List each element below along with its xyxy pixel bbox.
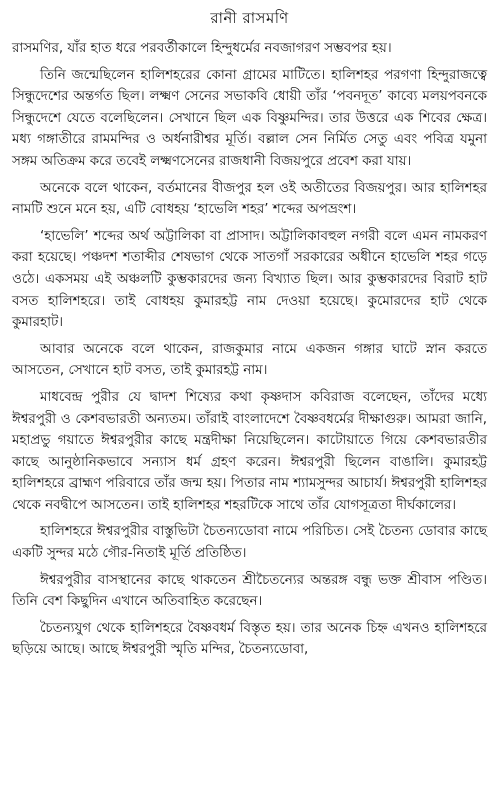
page-body	[12, 38, 487, 661]
paragraph-6: মাধবেন্দ্র পুরীর যে দ্বাদশ শিষ্যের কথা কৃষ্ণদাস কবিরাজ বলেছেন, তাঁদের মধ্যে ঈশ্বরপুরী ও কেশবভারতী অন্যতম। তাঁরাই বাংলাদেশে বৈষ্ণবধর্মের দীক্ষাগুরু। আমরা জানি, মহাপ্রভু গয়াতে ঈশ্বরপুরীর কাছে মন্ত্রদীক্ষা নিয়েছিলেন। কাটোয়াতে গিয়ে কেশবভারতীর কাছে আনুষ্ঠানিকভাবে সন্যাস ধর্ম গ্রহণ করেন। ঈশ্বরপুরী ছিলেন বাঙালি। কুমারহট্ট হালিশহরে ব্রাহ্মণ পরিবারে তাঁর জন্ম হয়। পিতার নাম শ্যামসুন্দর আচার্য। ঈশ্বরপুরী হালিশহর থেকে নবদ্বীপে আসতেন। তাই হালিশহর শহরটিকে সাথে তাঁর যোগসূত্রতা দীর্ঘকালের।	[12, 389, 487, 513]
paragraph-2: তিনি জন্মেছিলেন হালিশহরের কোনা গ্রামের মাটিতে। হালিশহর পরগণা হিন্দুরাজত্বে সিন্ধুদেশের অন্তর্গত ছিল। লক্ষ্মণ সেনের সভাকবি ধোয়ী তাঁর ‘পবনদূত’ কাব্যে মলয়পবনকে সিন্ধুদেশে যেতে বলেছিলেন। সেখানে ছিল এক বিষ্ণুমন্দির। তার উত্তরে এক শিবের ক্ষেত্র। মধ্য গঙ্গাতীরে রামমন্দির ও অর্ধনারীশ্বর মূর্তি। বল্লাল সেন নির্মিত সেতু এবং পবিত্র যমুনা সঙ্গম অতিক্রম করে তবেই লক্ষ্মণসেনের রাজধানী বিজয়পুরে প্রবেশ করা যায়।	[12, 67, 487, 169]
paragraph-4: ‘হাভেলি’ শব্দের অর্থ অট্টালিকা বা প্রাসাদ। অট্টালিকাবহুল নগরী বলে এমন নামকরণ করা হয়েছে। পঞ্চদশ শতাব্দীর শেষভাগ থেকে সাতগাঁ সরকারের অধীনে হাভেলি শহর গড়ে ওঠে। একসময় এই অঞ্চলটি কুম্ভকারদের জন্য বিখ্যাত ছিল। আর কুম্ভকারদের বিরাট হাট বসত হালিশহরে। তাই বোধহয় কুমারহট্ট নাম দেওয়া হয়েছে। কুমোরদের হাট থেকে কুমারহাট।	[12, 228, 487, 331]
paragraph-7: হালিশহরে ঈশ্বরপুরীর বাস্তুভিটা চৈতন্যডোবা নামে পরিচিত। সেই চৈতন্য ডোবার কাছে একটি সুন্দর মঠে গৌর-নিতাই মূর্তি প্রতিষ্ঠিত।	[12, 524, 487, 562]
paragraph-8: ঈশ্বরপুরীর বাসস্থানের কাছে থাকতেন শ্রীচৈতন্যের অন্তরঙ্গ বন্ধু ভক্ত শ্রীবাস পণ্ডিত। তিনি বেশ কিছুদিন এখানে অতিবাহিত করেছেন।	[12, 572, 487, 610]
paragraph-1: রাসমণির, যাঁর হাত ধরে পরবর্তীকালে হিন্দুধর্মের নবজাগরণ সম্ভবপর হয়।	[12, 41, 392, 56]
paragraph-5: আবার অনেকে বলে থাকেন, রাজকুমার নামে একজন গঙ্গার ঘাটে স্নান করতে আসতেন, সেখানে হাট বসত, তাই কুমারহট্ট নাম।	[12, 341, 487, 379]
paragraph-3: অনেকে বলে থাকেন, বর্তমানের বীজপুর হল ওই অতীতের বিজয়পুর। আর হালিশহর নামটি শুনে মনে হয়, এটি বোধহয় ‘হাভেলি শহর’ শব্দের অপভ্রংশ।	[12, 180, 487, 218]
page-title: রানী রাসমণি	[210, 9, 289, 27]
paragraph-9: চৈতন্যযুগ থেকে হালিশহরে বৈষ্ণবধর্ম বিস্তৃত হয়। তার অনেক চিহ্ন এখনও হালিশহরে ছড়িয়ে আছে। আছে ঈশ্বরপুরী স্মৃতি মন্দির, চৈতন্যডোবা,	[12, 620, 487, 658]
